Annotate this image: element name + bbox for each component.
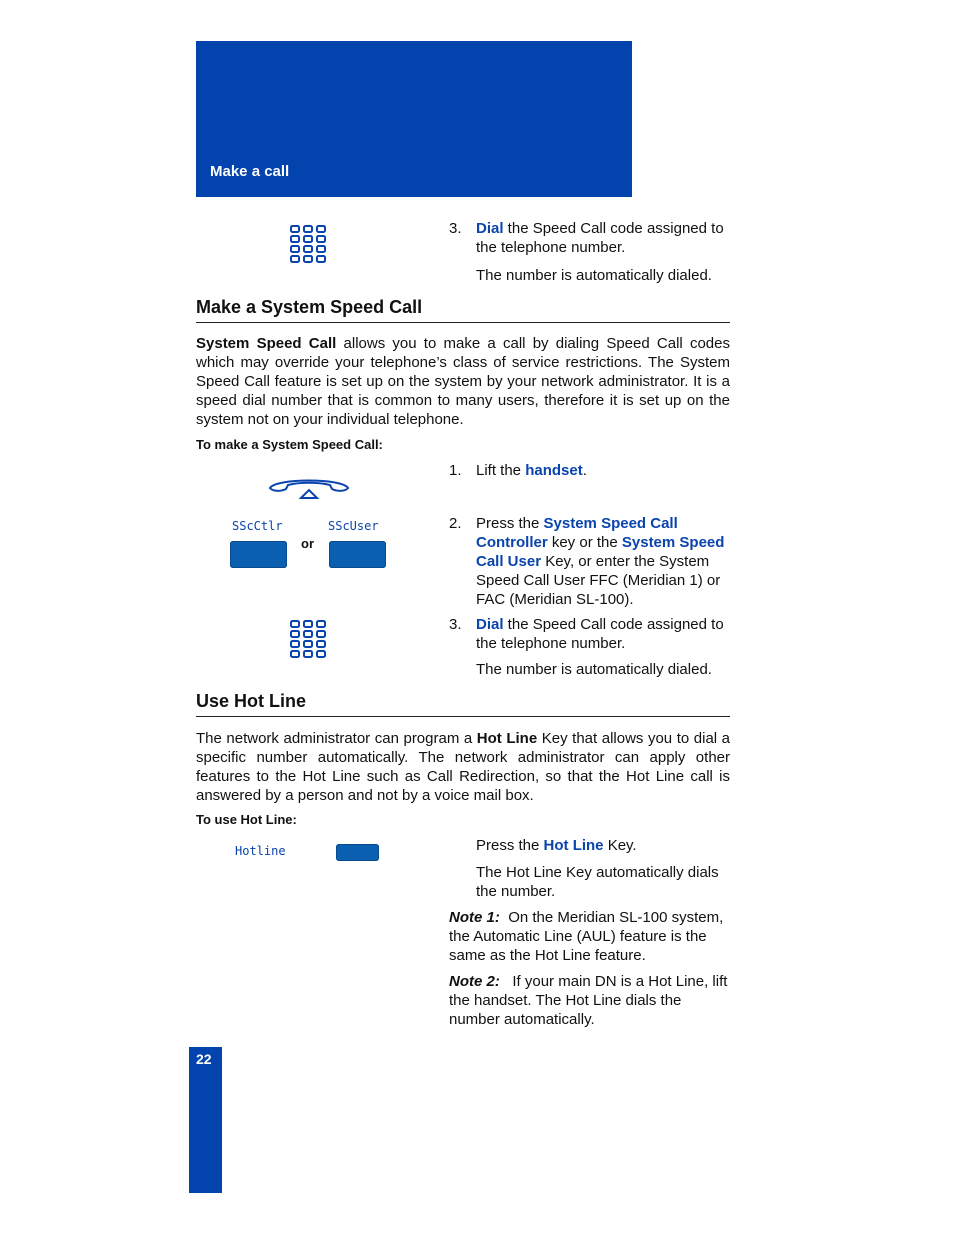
soft-key-label-sscuser: SScUser bbox=[328, 519, 379, 533]
ssc-user-link[interactable]: System Speed Call User bbox=[476, 534, 725, 570]
step-text: Dial the Speed Call code assigned to the telephone number. bbox=[476, 616, 724, 652]
dial-link[interactable]: Dial bbox=[476, 220, 504, 237]
step-number: 2. bbox=[449, 515, 462, 532]
note-2: Note 2: If your main DN is a Hot Line, lift the handset. The Hot Line dials the number automatically. bbox=[449, 973, 728, 1028]
handset-icon bbox=[266, 476, 352, 500]
section-title: Use Hot Line bbox=[196, 691, 307, 711]
note-1: Note 1: On the Meridian SL-100 system, the Automatic Line (AUL) feature is the same as the Hot Line feature. bbox=[449, 909, 724, 964]
sscctlr-soft-key[interactable] bbox=[230, 541, 287, 568]
page-number: 22 bbox=[196, 1051, 212, 1067]
keypad-icon bbox=[289, 225, 329, 265]
step-note: The number is automatically dialed. bbox=[476, 267, 712, 284]
step-note: The number is automatically dialed. bbox=[476, 661, 712, 678]
soft-key-label-sscctlr: SScCtlr bbox=[232, 519, 283, 533]
step-text: Dial the Speed Call code assigned to the telephone number. bbox=[476, 220, 724, 256]
step-text: Press the Hot Line Key. bbox=[476, 837, 637, 854]
section-title: Make a System Speed Call bbox=[196, 297, 423, 317]
step-result: The Hot Line Key automatically dials the number. bbox=[476, 864, 719, 900]
section-intro: The network administrator can program a Hot Line Key that allows you to dial a specific number automatically. The network administrator can apply other features to the Hot Line such as Call Redirection, so that the Hot Line call is answered by a person and not by a voice mail box. bbox=[196, 730, 731, 804]
section-intro: System Speed Call allows you to make a call by dialing Speed Call codes which may override your telephone’s class of service restrictions. The System Speed Call feature is set up on the system by your network administrator. It is a speed dial number that is common to many users, therefore it is set up on the system not on your individual telephone. bbox=[196, 335, 730, 428]
keypad-icon bbox=[289, 620, 329, 660]
page-tab bbox=[189, 1047, 222, 1193]
hot-line-link[interactable]: Hot Line bbox=[543, 837, 604, 854]
chapter-header bbox=[196, 41, 632, 197]
handset-link[interactable]: handset bbox=[525, 462, 583, 479]
ssc-controller-link[interactable]: System Speed Call Controller bbox=[476, 515, 678, 551]
chapter-title: Make a call bbox=[210, 163, 290, 180]
step-text: Press the System Speed Call Controller key or the System Speed Call User Key, or enter the System Speed Call User FFC (Meridian 1) or FAC (Meridian SL-100). bbox=[476, 515, 725, 608]
section-rule bbox=[196, 322, 730, 323]
step-number: 1. bbox=[449, 462, 462, 479]
step-number: 3. bbox=[449, 616, 462, 633]
procedure-heading: To use Hot Line: bbox=[196, 812, 297, 827]
step-text: Lift the handset. bbox=[476, 462, 587, 479]
section-rule bbox=[196, 716, 730, 717]
procedure-heading: To make a System Speed Call: bbox=[196, 437, 383, 452]
or-label: or bbox=[301, 536, 314, 551]
hotline-soft-key[interactable] bbox=[336, 844, 379, 861]
dial-link[interactable]: Dial bbox=[476, 616, 504, 633]
sscuser-soft-key[interactable] bbox=[329, 541, 386, 568]
step-number: 3. bbox=[449, 220, 462, 237]
soft-key-label-hotline: Hotline bbox=[235, 844, 286, 858]
